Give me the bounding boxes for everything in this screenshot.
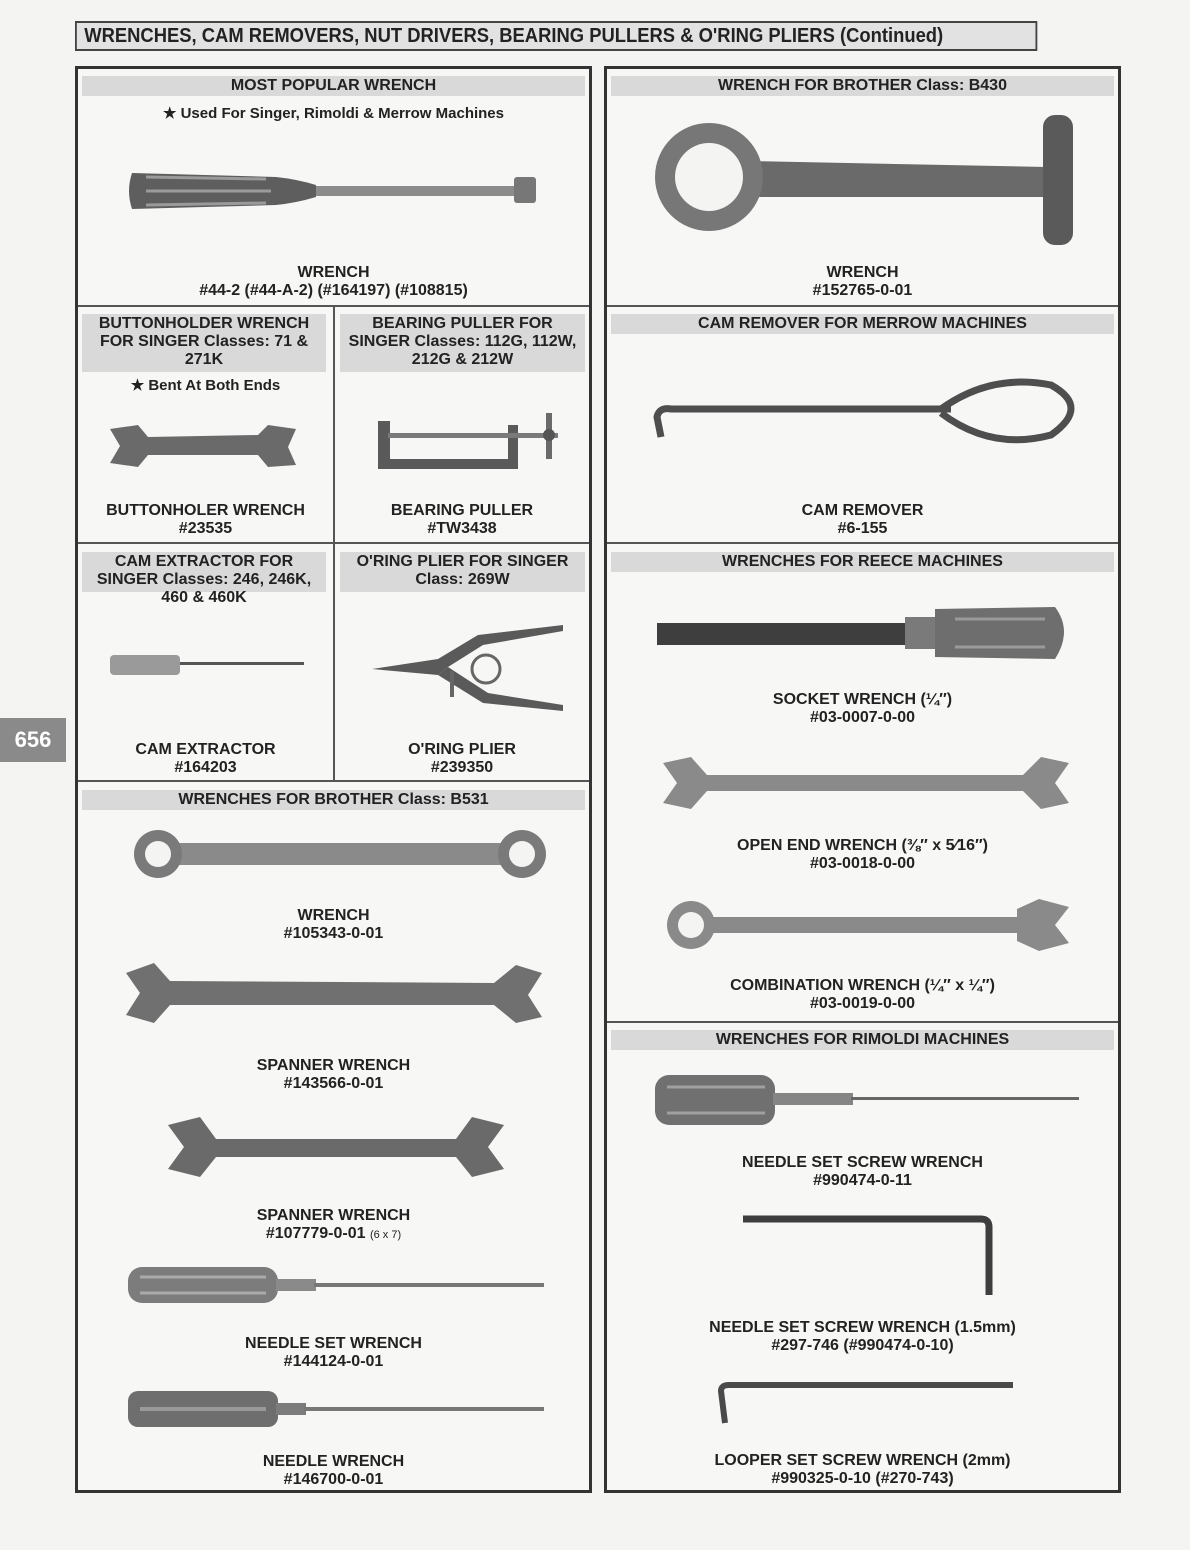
product-name: OPEN END WRENCH (⅜″ x 5⁄16″) — [737, 837, 988, 854]
part-number: #164203 — [174, 759, 237, 776]
buttonholer-wrench-image — [108, 421, 298, 471]
page-number: 656 — [0, 718, 66, 762]
product-name: CAM EXTRACTOR — [135, 741, 276, 758]
product-caption — [78, 1057, 589, 1093]
product-name: COMBINATION WRENCH (¼″ x ¼″) — [730, 977, 995, 994]
section-note: ★ Bent At Both Ends — [130, 377, 281, 394]
section-heading: BUTTONHOLDER WRENCH FOR SINGER Classes: 71 & 271K — [82, 314, 326, 372]
size-note: (6 x 7) — [369, 1229, 402, 1241]
product-caption — [78, 264, 589, 300]
cam-extractor-image — [108, 653, 308, 677]
part-number: #03-0007-0-00 — [810, 709, 915, 726]
section-heading: WRENCHES FOR REECE MACHINES — [611, 552, 1114, 572]
product-caption — [607, 837, 1118, 873]
part-number: #44-2 (#44-A-2) (#164197) (#108815) — [199, 282, 468, 299]
product-name: WRENCH — [826, 264, 899, 281]
left-column — [75, 66, 592, 1493]
product-caption — [607, 1319, 1118, 1355]
product-caption — [78, 502, 333, 538]
needle-set-wrench-image — [126, 1265, 546, 1305]
product-caption — [335, 741, 589, 777]
divider — [607, 305, 1118, 307]
product-name: NEEDLE WRENCH — [262, 1453, 405, 1470]
product-name: SOCKET WRENCH (¼″) — [772, 691, 953, 708]
nut-driver-wrench-image — [126, 161, 546, 221]
box-wrench-image — [130, 831, 550, 881]
part-number: #03-0018-0-00 — [810, 855, 915, 872]
product-name: SPANNER WRENCH — [256, 1057, 411, 1074]
part-number-value: #107779-0-01 — [265, 1225, 366, 1242]
spanner-wrench-image — [124, 963, 544, 1023]
product-name: O'RING PLIER — [408, 741, 516, 758]
product-caption — [78, 1453, 589, 1489]
needle-set-screw-wrench-image — [653, 1073, 1083, 1127]
product-caption — [607, 977, 1118, 1013]
section-heading: BEARING PULLER FOR SINGER Classes: 112G, 112W, 212G & 212W — [340, 314, 585, 372]
product-name: WRENCH — [297, 907, 370, 924]
bearing-puller-image — [368, 409, 568, 479]
part-number: #239350 — [430, 759, 494, 776]
product-caption — [607, 264, 1118, 300]
part-number: #6-155 — [837, 520, 888, 537]
socket-wrench-image — [655, 603, 1075, 663]
section-note: ★ Used For Singer, Rimoldi & Merrow Machines — [162, 105, 504, 122]
divider — [607, 542, 1118, 544]
product-name: BEARING PULLER — [390, 502, 534, 519]
page-banner: WRENCHES, CAM REMOVERS, NUT DRIVERS, BEARING PULLERS & O'RING PLIERS (Continued) — [75, 21, 1037, 51]
part-number: #990325-0-10 (#270-743) — [771, 1470, 954, 1487]
divider — [607, 1021, 1118, 1023]
part-number: #105343-0-01 — [283, 925, 384, 942]
cam-remover-image — [651, 373, 1081, 453]
product-caption — [607, 691, 1118, 727]
product-caption — [78, 1207, 589, 1244]
product-name: WRENCH — [297, 264, 370, 281]
divider — [333, 305, 335, 782]
part-number: #23535 — [178, 520, 233, 537]
product-name: SPANNER WRENCH — [256, 1207, 411, 1224]
open-end-wrench-image — [661, 755, 1071, 811]
section-heading: WRENCHES FOR BROTHER Class: B531 — [82, 790, 585, 810]
product-caption — [607, 502, 1118, 538]
product-caption — [78, 741, 333, 777]
combination-wrench-image — [661, 897, 1071, 953]
section-heading: O'RING PLIER FOR SINGER Class: 269W — [340, 552, 585, 592]
product-caption — [335, 502, 589, 538]
brother-wrench-image — [647, 111, 1077, 251]
section-heading: WRENCH FOR BROTHER Class: B430 — [611, 76, 1114, 96]
product-name: NEEDLE SET SCREW WRENCH (1.5mm) — [709, 1319, 1016, 1336]
hex-key-image — [741, 1209, 1001, 1299]
part-number: #03-0019-0-00 — [810, 995, 915, 1012]
hex-key-image — [717, 1375, 1017, 1425]
part-number: #297-746 (#990474-0-10) — [771, 1337, 954, 1354]
product-caption — [78, 907, 589, 943]
part-number — [78, 1225, 589, 1244]
part-number: #990474-0-11 — [813, 1172, 912, 1189]
product-name: LOOPER SET SCREW WRENCH (2mm) — [714, 1452, 1011, 1469]
section-heading: CAM REMOVER FOR MERROW MACHINES — [611, 314, 1114, 334]
product-caption — [78, 1335, 589, 1371]
product-name: CAM REMOVER — [801, 502, 924, 519]
part-number: #144124-0-01 — [283, 1353, 384, 1370]
part-number: #152765-0-01 — [812, 282, 913, 299]
product-name: BUTTONHOLER WRENCH — [106, 502, 305, 519]
product-caption — [607, 1452, 1118, 1488]
section-heading: WRENCHES FOR RIMOLDI MACHINES — [611, 1030, 1114, 1050]
product-name: NEEDLE SET WRENCH — [245, 1335, 422, 1352]
part-number: #TW3438 — [427, 520, 497, 537]
part-number: #146700-0-01 — [283, 1471, 384, 1488]
needle-wrench-image — [126, 1389, 546, 1429]
spanner-wrench-image — [166, 1117, 506, 1177]
right-column — [604, 66, 1121, 1493]
product-caption — [607, 1154, 1118, 1190]
part-number: #143566-0-01 — [283, 1075, 384, 1092]
section-heading: MOST POPULAR WRENCH — [82, 76, 585, 96]
oring-plier-image — [368, 621, 568, 711]
product-name: NEEDLE SET SCREW WRENCH — [742, 1154, 983, 1171]
section-heading: CAM EXTRACTOR FOR SINGER Classes: 246, 246K, 460 & 460K — [82, 552, 326, 592]
